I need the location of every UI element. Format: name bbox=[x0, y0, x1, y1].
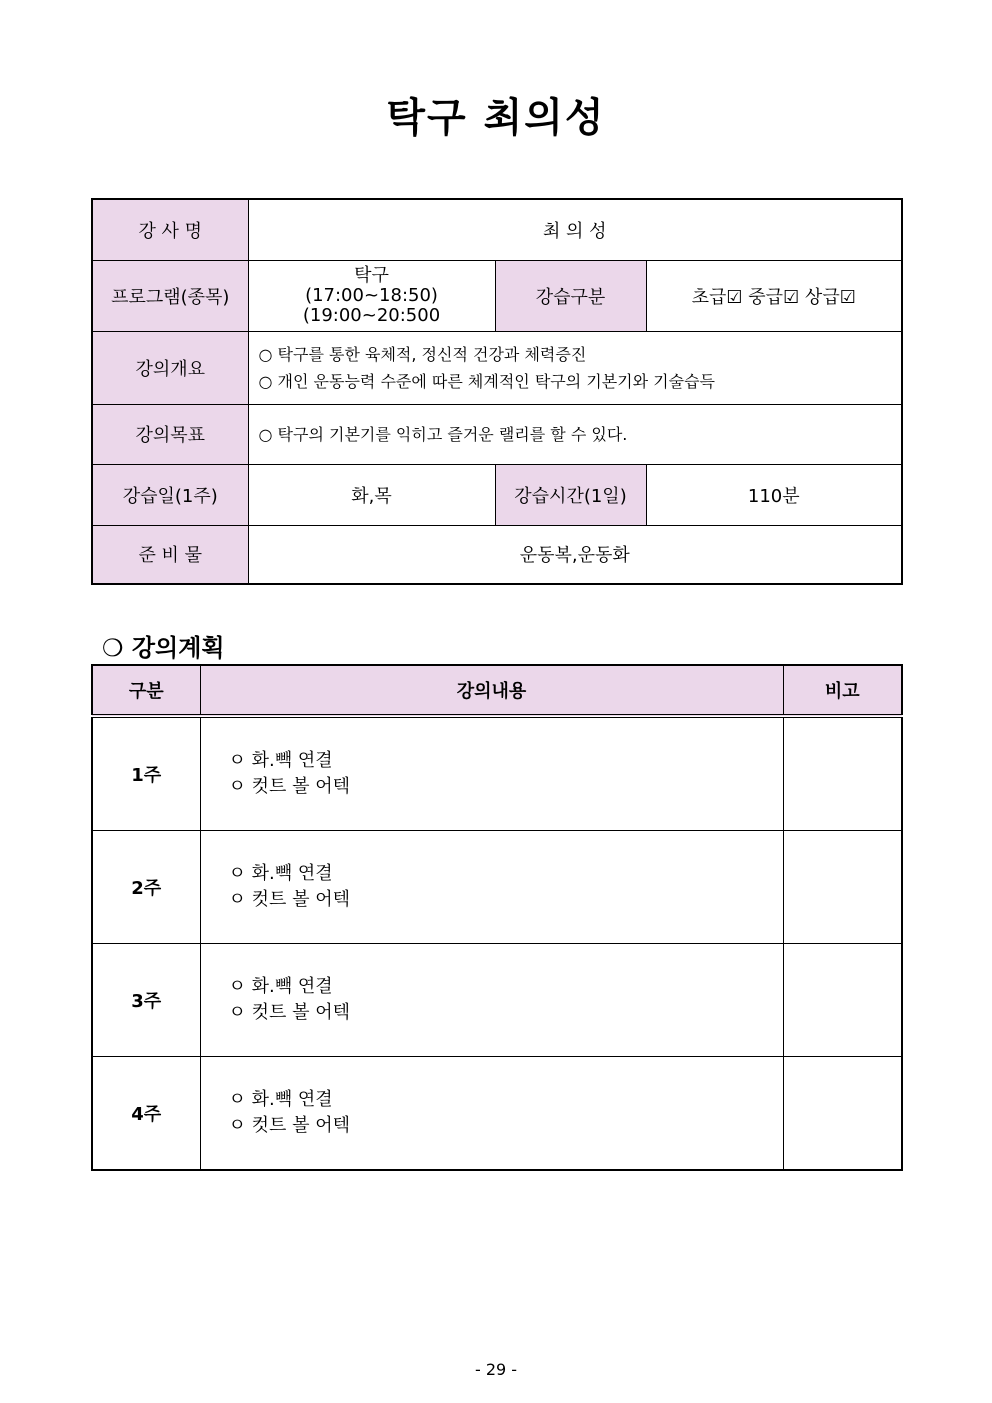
program-time-2: (19:00~20:500 bbox=[302, 304, 441, 326]
program-value bbox=[248, 260, 495, 331]
course-info-table bbox=[91, 198, 903, 585]
week-cell: 1주 bbox=[92, 716, 200, 831]
header-content: 강의내용 bbox=[200, 665, 783, 716]
level-value: 초급☑ 중급☑ 상급☑ bbox=[646, 260, 902, 331]
instructor-value: 최 의 성 bbox=[248, 199, 902, 260]
page-title: 탁구 최의성 bbox=[386, 95, 606, 141]
overview-label: 강의개요 bbox=[92, 331, 248, 404]
table-row bbox=[92, 831, 902, 944]
table-row bbox=[92, 944, 902, 1057]
goal-value: ○ 탁구의 기본기를 익히고 즐거운 랠리를 할 수 있다. bbox=[248, 404, 902, 464]
overview-value bbox=[248, 331, 902, 404]
content-cell bbox=[200, 1057, 783, 1171]
header-note: 비고 bbox=[783, 665, 902, 716]
content-item: ㅇ 화.빽 연결 bbox=[228, 976, 333, 997]
program-time-1: (17:00~18:50) bbox=[305, 284, 438, 306]
content-item: ㅇ 화.빽 연결 bbox=[228, 863, 333, 884]
note-cell bbox=[783, 1057, 902, 1171]
program-name: 탁구 bbox=[354, 264, 389, 286]
content-item: ㅇ 컷트 볼 어텍 bbox=[228, 776, 350, 797]
supplies-label: 준 비 물 bbox=[92, 525, 248, 584]
content-cell bbox=[200, 831, 783, 944]
overview-line: ○ 탁구를 통한 육체적, 정신적 건강과 체력증진 bbox=[258, 344, 587, 364]
week-cell: 4주 bbox=[92, 1057, 200, 1171]
duration-label: 강습시간(1일) bbox=[495, 464, 646, 525]
content-item: ㅇ 컷트 볼 어텍 bbox=[228, 889, 350, 910]
duration-value: 110분 bbox=[646, 464, 902, 525]
week-cell: 2주 bbox=[92, 831, 200, 944]
days-value: 화,목 bbox=[248, 464, 495, 525]
days-label: 강습일(1주) bbox=[92, 464, 248, 525]
content-item: ㅇ 화.빽 연결 bbox=[228, 750, 333, 771]
lesson-plan-table bbox=[91, 664, 903, 1171]
page-number: - 29 - bbox=[474, 1360, 518, 1379]
content-cell bbox=[200, 944, 783, 1057]
note-cell bbox=[783, 831, 902, 944]
note-cell bbox=[783, 716, 902, 831]
supplies-value: 운동복,운동화 bbox=[248, 525, 902, 584]
content-item: ㅇ 컷트 볼 어텍 bbox=[228, 1115, 350, 1136]
content-item: ㅇ 컷트 볼 어텍 bbox=[228, 1002, 350, 1023]
overview-line: ○ 개인 운동능력 수준에 따른 체계적인 탁구의 기본기와 기술습득 bbox=[258, 371, 716, 391]
content-cell bbox=[200, 716, 783, 831]
note-cell bbox=[783, 944, 902, 1057]
table-row bbox=[92, 1057, 902, 1171]
header-week: 구분 bbox=[92, 665, 200, 716]
table-row bbox=[92, 716, 902, 831]
instructor-label: 강 사 명 bbox=[92, 199, 248, 260]
goal-label: 강의목표 bbox=[92, 404, 248, 464]
level-label: 강습구분 bbox=[495, 260, 646, 331]
content-item: ㅇ 화.빽 연결 bbox=[228, 1089, 333, 1110]
week-cell: 3주 bbox=[92, 944, 200, 1057]
section-title: ❍ 강의계획 bbox=[102, 634, 225, 662]
program-label: 프로그램(종목) bbox=[92, 260, 248, 331]
